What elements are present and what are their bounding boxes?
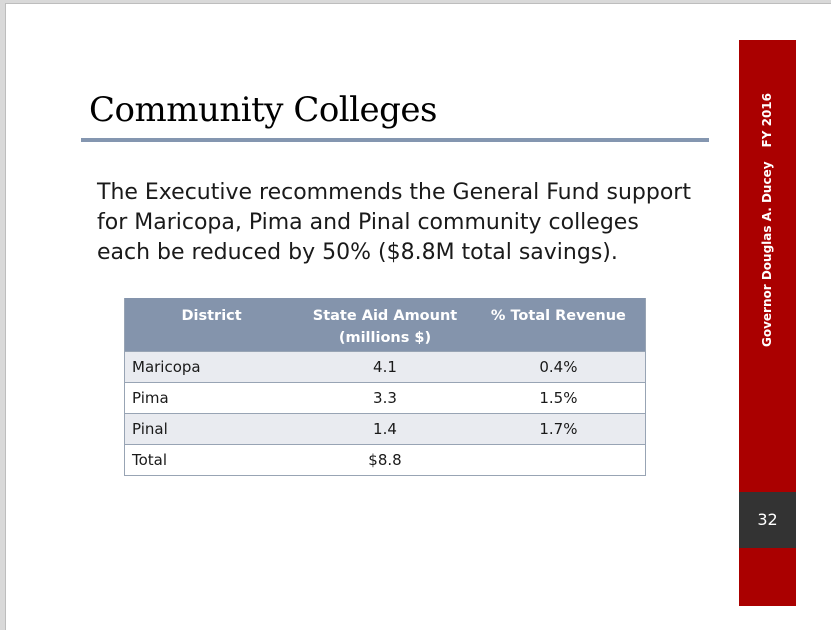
page-number: 32 xyxy=(739,492,796,548)
cell-state-aid: 1.4 xyxy=(298,413,472,444)
table-row xyxy=(125,413,646,444)
header-district: District xyxy=(125,298,299,351)
cell-district: Pinal xyxy=(125,413,299,444)
sidebar-band xyxy=(739,40,796,606)
sidebar-caption xyxy=(760,93,774,347)
governor-name: Governor Douglas A. Ducey xyxy=(760,161,774,348)
body-paragraph xyxy=(97,178,717,268)
header-total-revenue: % Total Revenue xyxy=(472,298,646,351)
body-line: for Maricopa, Pima and Pinal community colleges xyxy=(97,210,639,235)
slide xyxy=(5,3,831,630)
table-header-row xyxy=(125,298,646,351)
title-underline xyxy=(81,138,709,142)
body-line: each be reduced by 50% ($8.8M total savings). xyxy=(97,240,618,265)
table-row xyxy=(125,382,646,413)
cell-state-aid: $8.8 xyxy=(298,444,472,475)
cell-district: Maricopa xyxy=(125,351,299,382)
cell-revenue: 1.5% xyxy=(472,382,646,413)
cell-state-aid: 4.1 xyxy=(298,351,472,382)
cell-revenue: 1.7% xyxy=(472,413,646,444)
body-line: The Executive recommends the General Fund support xyxy=(97,180,691,205)
cell-district: Pima xyxy=(125,382,299,413)
cell-district: Total xyxy=(125,444,299,475)
cell-state-aid: 3.3 xyxy=(298,382,472,413)
state-aid-table xyxy=(124,298,646,476)
slide-title: Community Colleges xyxy=(89,90,437,130)
cell-revenue xyxy=(472,444,646,475)
table-row xyxy=(125,351,646,382)
cell-revenue: 0.4% xyxy=(472,351,646,382)
table-row-total xyxy=(125,444,646,475)
header-state-aid-line1: State Aid Amount xyxy=(312,308,458,324)
fiscal-year: FY 2016 xyxy=(760,92,774,148)
header-state-aid xyxy=(298,298,472,351)
header-state-aid-line2: (millions $) xyxy=(338,330,432,346)
